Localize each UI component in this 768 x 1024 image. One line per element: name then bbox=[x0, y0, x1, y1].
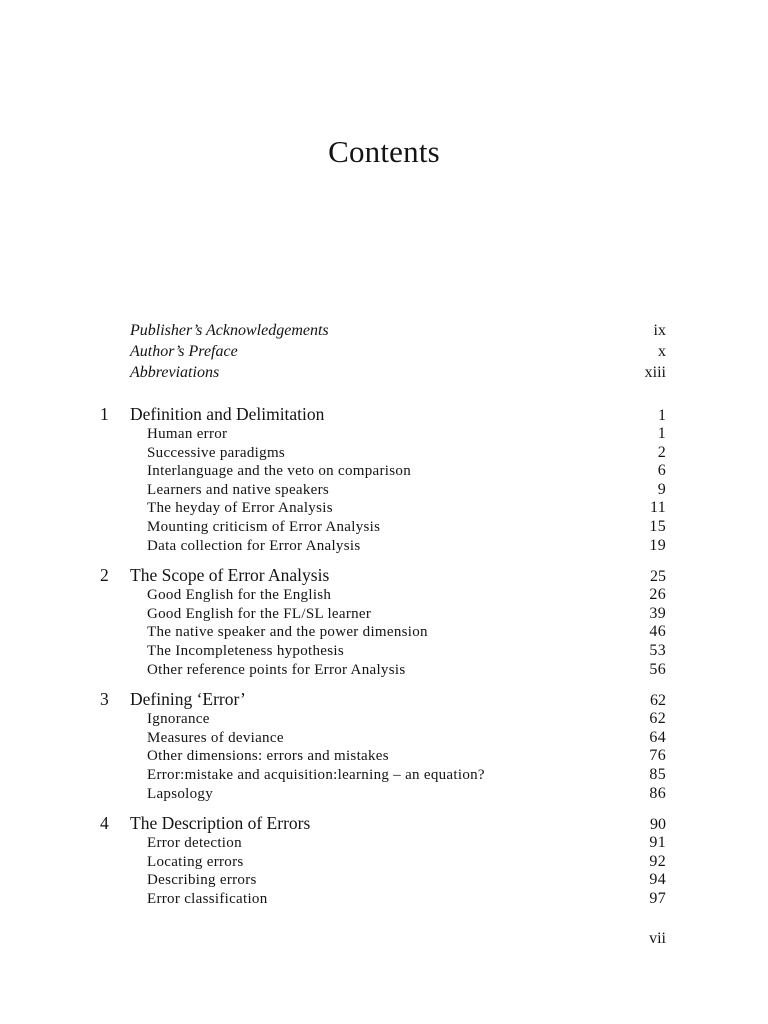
section-item[interactable] bbox=[100, 834, 666, 853]
section-item[interactable] bbox=[100, 853, 666, 872]
section-item[interactable] bbox=[100, 623, 666, 642]
chapter-list bbox=[100, 404, 666, 918]
chapter-heading[interactable] bbox=[100, 404, 666, 425]
section-page: 94 bbox=[649, 871, 666, 889]
section-item[interactable] bbox=[100, 766, 666, 785]
section-page: 91 bbox=[649, 834, 666, 852]
section-title: Human error bbox=[147, 426, 228, 442]
section-item[interactable] bbox=[100, 518, 666, 537]
section-page: 62 bbox=[649, 710, 666, 728]
page-title: Contents bbox=[328, 134, 440, 169]
front-matter-page: xiii bbox=[644, 364, 666, 381]
section-page: 6 bbox=[657, 462, 666, 480]
chapter-heading[interactable] bbox=[100, 689, 666, 710]
section-page: 15 bbox=[649, 517, 666, 535]
section-page: 92 bbox=[649, 852, 666, 870]
chapter-heading[interactable] bbox=[100, 565, 666, 586]
chapter-number: 2 bbox=[100, 565, 109, 586]
section-title: Successive paradigms bbox=[147, 444, 286, 461]
section-title: Good English for the English bbox=[147, 587, 332, 604]
section-item[interactable] bbox=[100, 729, 666, 748]
chapter-page: 1 bbox=[658, 407, 666, 424]
chapter-heading[interactable] bbox=[100, 813, 666, 834]
section-page: 86 bbox=[649, 784, 666, 802]
chapter-page: 62 bbox=[650, 692, 666, 710]
section-page: 85 bbox=[649, 765, 666, 783]
section-title: Interlanguage and the veto on comparison bbox=[147, 463, 411, 480]
section-page: 11 bbox=[649, 499, 666, 517]
section-title: Data collection for Error Analysis bbox=[147, 537, 361, 554]
section-item[interactable] bbox=[100, 481, 666, 500]
chapter-page: 25 bbox=[650, 568, 666, 586]
section-item[interactable] bbox=[100, 890, 666, 909]
section-title: Error:mistake and acquisition:learning – an equation? bbox=[147, 766, 485, 783]
section-title: Measures of deviance bbox=[147, 729, 284, 746]
section-page: 64 bbox=[649, 728, 666, 746]
chapter-entry bbox=[100, 565, 666, 679]
section-title: Ignorance bbox=[147, 711, 210, 728]
section-page: 1 bbox=[657, 425, 666, 442]
chapter-entry bbox=[100, 404, 666, 555]
section-title: Locating errors bbox=[147, 853, 244, 870]
front-matter-title: Publisher’s Acknowledgements bbox=[130, 322, 329, 339]
section-item[interactable] bbox=[100, 661, 666, 680]
chapter-number: 4 bbox=[100, 813, 109, 834]
chapter-page: 90 bbox=[650, 816, 666, 834]
section-title: Error detection bbox=[147, 835, 242, 852]
section-title: Good English for the FL/SL learner bbox=[147, 605, 372, 622]
section-page: 9 bbox=[657, 480, 666, 498]
section-page: 19 bbox=[649, 536, 666, 554]
section-item[interactable] bbox=[100, 710, 666, 729]
section-item[interactable] bbox=[100, 586, 666, 605]
page-number: vii bbox=[649, 930, 666, 947]
section-page: 46 bbox=[649, 623, 666, 641]
front-matter-title: Author’s Preface bbox=[130, 343, 238, 360]
chapter-entry bbox=[100, 689, 666, 803]
section-item[interactable] bbox=[100, 605, 666, 624]
front-matter-item[interactable] bbox=[130, 364, 666, 385]
section-title: The Incompleteness hypothesis bbox=[147, 642, 344, 659]
front-matter-item[interactable] bbox=[130, 322, 666, 343]
section-page: 76 bbox=[649, 747, 666, 765]
section-page: 2 bbox=[657, 443, 666, 461]
section-item[interactable] bbox=[100, 642, 666, 661]
chapter-number: 1 bbox=[100, 404, 109, 424]
section-title: The native speaker and the power dimension bbox=[147, 624, 428, 641]
section-title: Other dimensions: errors and mistakes bbox=[147, 748, 389, 765]
chapter-title: Defining ‘Error’ bbox=[130, 689, 246, 710]
front-matter-item[interactable] bbox=[130, 343, 666, 364]
section-item[interactable] bbox=[100, 444, 666, 463]
chapter-entry bbox=[100, 813, 666, 908]
section-page: 97 bbox=[649, 889, 666, 907]
chapter-number: 3 bbox=[100, 689, 109, 710]
section-title: Mounting criticism of Error Analysis bbox=[147, 518, 381, 535]
section-item[interactable] bbox=[100, 425, 666, 444]
front-matter-page: x bbox=[658, 343, 666, 360]
front-matter-page: ix bbox=[653, 322, 666, 339]
section-item[interactable] bbox=[100, 871, 666, 890]
front-matter-list bbox=[130, 322, 666, 385]
front-matter-title: Abbreviations bbox=[130, 364, 220, 381]
chapter-title: The Description of Errors bbox=[130, 813, 311, 834]
section-title: Describing errors bbox=[147, 872, 257, 889]
section-item[interactable] bbox=[100, 537, 666, 556]
section-title: Other reference points for Error Analysis bbox=[147, 661, 406, 678]
section-title: Lapsology bbox=[147, 785, 214, 802]
section-title: Learners and native speakers bbox=[147, 481, 330, 498]
section-item[interactable] bbox=[100, 499, 666, 518]
chapter-title: Definition and Delimitation bbox=[130, 404, 325, 424]
section-title: The heyday of Error Analysis bbox=[147, 500, 333, 517]
section-title: Error classification bbox=[147, 890, 268, 907]
section-page: 56 bbox=[649, 660, 666, 678]
section-page: 26 bbox=[649, 586, 666, 604]
section-item[interactable] bbox=[100, 785, 666, 804]
section-page: 39 bbox=[649, 604, 666, 622]
section-page: 53 bbox=[649, 641, 666, 659]
chapter-title: The Scope of Error Analysis bbox=[130, 565, 330, 586]
section-item[interactable] bbox=[100, 747, 666, 766]
section-item[interactable] bbox=[100, 462, 666, 481]
